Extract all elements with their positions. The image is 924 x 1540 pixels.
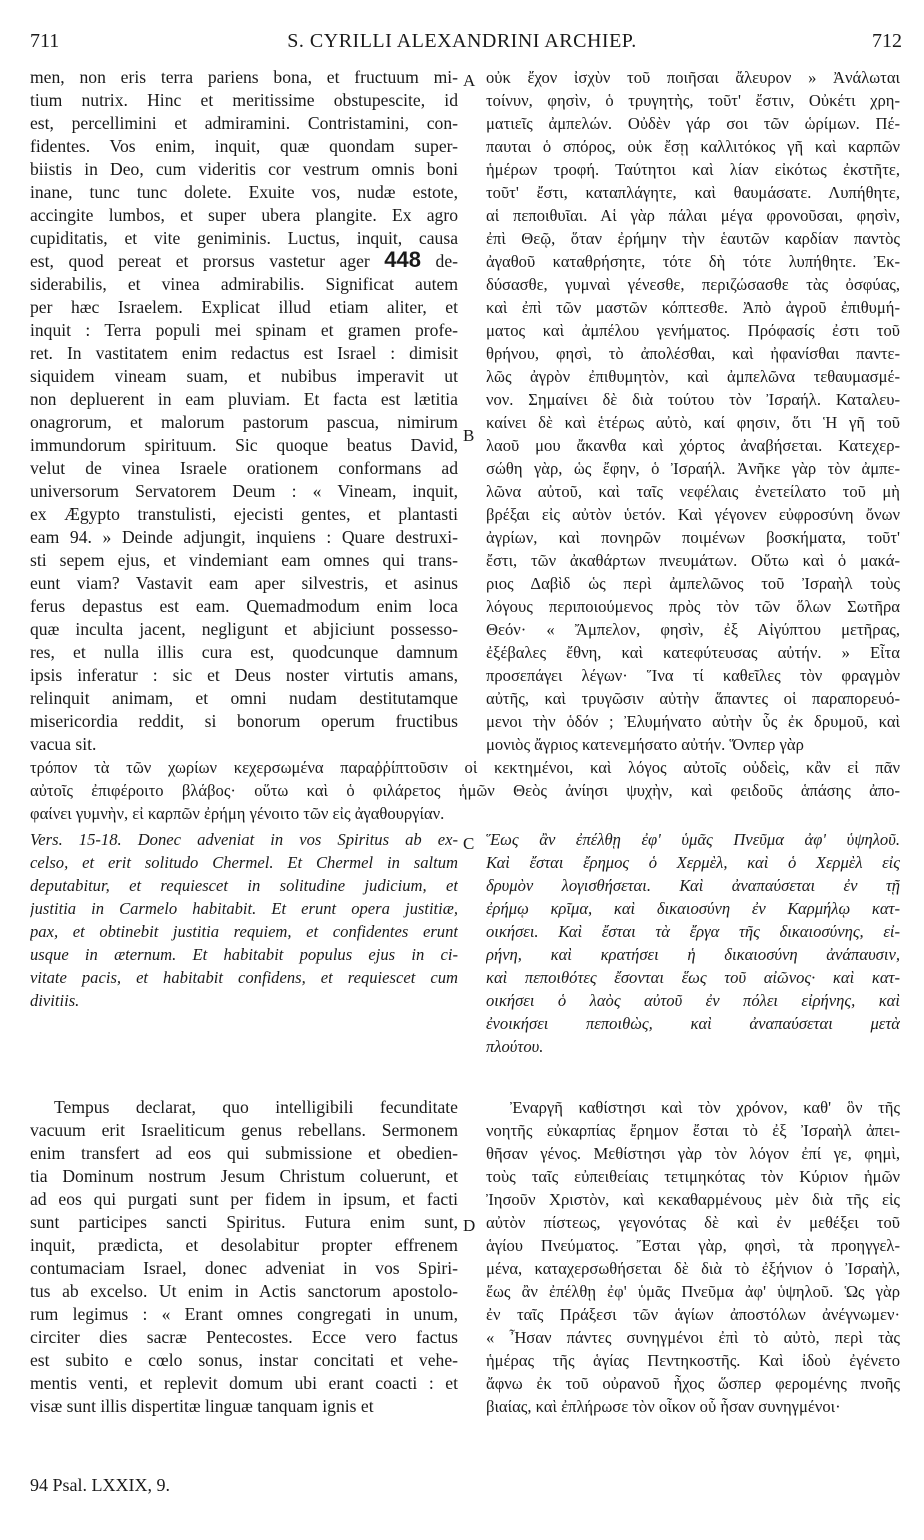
greek-top-line: προσεπάγει λέγων· Ἵνα τί καθεῖλες τὸν φραγμὸν xyxy=(486,666,900,685)
latin-verse-line: celso, et erit solitudo Chermel. Et Chermel in saltum xyxy=(30,853,458,872)
greek-verse-line: ἐρήμῳ κρῖμα, καὶ δικαιοσύνη ἐν Καρμήλῳ κατ- xyxy=(486,899,900,918)
greek-bottom-line: θῆσαν γένος. Μεθίστησι γὰρ τὸν λόγον ἐπί γε, φημὶ, xyxy=(486,1144,900,1163)
greek-top-line: ματιεῖς ἀμπελών. Οὐδὲν γάρ σοι τῶν ὡρίμων. Πέ- xyxy=(486,114,900,133)
latin-top-line: cupiditatis, et vite geniminis. Luctus, inquit, causa xyxy=(30,228,458,248)
greek-top-line: λῶνα αὐτοῦ, καὶ ταῖς νεφέλαις ἐνετείλατο τοῦ μὴ xyxy=(486,482,900,501)
greek-bottom-line: ἡμέρας τῆς ἁγίας Πεντηκοστῆς. Καὶ ἰδοὺ ἐγένετο xyxy=(486,1351,900,1370)
greek-top-line: μονιὸς ἄγριος κατενεμήσατο αὐτήν. Ὅνπερ γὰρ xyxy=(486,735,804,754)
greek-full-width-passage xyxy=(30,756,900,825)
greek-full-width-line: τρόπον τὰ τῶν χωρίων κεχερσωμένα παραῤῥίπτοῦσιν οἱ κεκτημένοι, καὶ λόγος αὐτοῖς οὐδεὶς, κἂν εἰ πᾶν xyxy=(30,758,900,777)
latin-top-line: non depluerent in eam pluviam. Et facta est lætitia xyxy=(30,389,458,409)
greek-top-line: οὐκ ἔχον ἰσχὺν τοῦ ποιῆσαι ἄλευρον » Ἀνάλωται xyxy=(486,68,900,87)
latin-top-line: onagrorum, et malorum pastorum pascua, nimirum xyxy=(30,412,458,432)
column-number: 448 xyxy=(384,250,421,272)
latin-top-line-text: est, quod pereat et prorsus vastetur ager xyxy=(30,251,385,271)
greek-top-line: σώθη γὰρ, ὡς ἔφην, ὁ Ἰσραήλ. Ἀνῆκε γὰρ τὸν ἀμπε- xyxy=(486,459,900,478)
greek-top-line: αἱ πεποιθυῖαι. Αἱ γὰρ πάλαι μέγα φρονοῦσαι, φησὶν, xyxy=(486,206,900,225)
latin-top-line: ipsis inferatur : sic et Deus noster virtutis amans, xyxy=(30,665,458,685)
greek-top-line: καίνει δὲ καὶ ἑτέρως αὐτὸ, καί φησιν, ὅτι Ἡ γῆ τοῦ xyxy=(486,413,900,432)
latin-verse-line: justitia in Carmelo habitabit. Et erunt opera justitiæ, xyxy=(30,899,458,918)
greek-top-line: βρέξαι εἰς αὐτὸν ὑετόν. Καὶ γέγονεν εὐφροσύνη ὄνων xyxy=(486,505,900,524)
running-title: S. CYRILLI ALEXANDRINI ARCHIEP. xyxy=(287,30,637,52)
latin-top-line: res, et nulla illis cura est, quodcunque damnum xyxy=(30,642,458,662)
latin-verse-line: usque in æternum. Et habitabit populus ejus in ci- xyxy=(30,945,458,964)
latin-top-line: ret. In vastitatem enim redactus est Israel : dimisit xyxy=(30,343,458,363)
latin-bottom-line: mentis venti, et replevit domum ubi erant coacti : et xyxy=(30,1373,458,1393)
latin-bottom-line: tus ab excelso. Ut enim in Actis sanctorum apostolo- xyxy=(30,1281,458,1301)
running-header xyxy=(0,30,924,64)
greek-verse-line: καὶ πεποιθότες ἔσονται ἕως τοῦ αἰῶνος· καὶ κατ- xyxy=(486,968,900,987)
greek-top-line: λόγους περιποιούμενος πρὸς τὸν τῶν ὅλων Σωτῆρα xyxy=(486,597,900,616)
latin-verse-line: Vers. 15-18. Donec adveniat in vos Spiritus ab ex- xyxy=(30,830,458,849)
greek-top-line: καὶ ἐπὶ τῶν μαστῶν κόπτεσθε. Ἀπὸ ἀγροῦ ἐπιθυμή- xyxy=(486,298,900,317)
latin-top-line: tium nutrix. Hinc et meritissime obstupescite, id xyxy=(30,90,458,110)
greek-bottom-line: βιαίας, καὶ ἐπλήρωσε τὸν οἶκον οὗ ἦσαν συνηγμένοι· xyxy=(486,1397,841,1416)
greek-top-line: νον. Σημαίνει δὲ διὰ τούτου τὸν Ἰσραήλ. Καταλευ- xyxy=(486,390,900,409)
latin-bottom-line: est subito e cœlo sonus, instar concitati et vehe- xyxy=(30,1350,458,1370)
greek-bottom-line: Ἰησοῦν Χριστὸν, καὶ κεκαθαρμένους μὲν διὰ τῆς εἰς xyxy=(486,1190,900,1209)
latin-top-line-suffix: de- xyxy=(421,251,458,271)
page-number-left: 711 xyxy=(30,30,60,52)
greek-top-line: ματος καὶ ἀμπέλου γενήματος. Πρόφασίς ἐστι τοῦ xyxy=(486,321,900,340)
greek-bottom-line: ἕως ἂν ἐπέλθῃ ἐφ' ὑμᾶς Πνεῦμα ἀφ' ὑψηλοῦ. Ὡς γὰρ xyxy=(486,1282,900,1301)
greek-top-line: ἀγαθοῦ καταθρήσητε, τότε δὴ τότε λυπήθητε. Ἐκ- xyxy=(486,252,900,271)
latin-top-line: biistis in Deo, cum videritis cor vestrum omnis boni xyxy=(30,159,458,179)
greek-full-width-line: αὐτοῖς ἐπιφέροιτο βλάβος· οὕτω καὶ ὁ φιλάρετος ἡμῶν Θεὸς ἀνίησι ψυχὴν, καὶ φειδοῦς ἁπάσης ἀπο- xyxy=(30,781,900,800)
latin-verse-line: pax, et obtinebit justitia requiem, et confidentes erunt xyxy=(30,922,458,941)
margin-marker-d: D xyxy=(463,1216,476,1235)
latin-top-line: ferus depastus est eam. Quemadmodum enim loca xyxy=(30,596,458,616)
greek-top-line: ἀγρίων, καὶ πονηρῶν ποιμένων βοσκήματα, τοῦτ' xyxy=(486,528,900,547)
latin-top-line: quæ inculta jacent, negligunt et abjiciunt possesso- xyxy=(30,619,458,639)
latin-bottom-line: circiter dies sacræ Pentecostes. Ecce vero factus xyxy=(30,1327,458,1347)
greek-top-line: δύσασθε, γυμναὶ γένεσθε, περιζώσασθε τὰς ὀσφύας, xyxy=(486,275,900,294)
page-number-right: 712 xyxy=(872,30,902,52)
latin-bottom-line: Tempus declarat, quo intelligibili fecunditate xyxy=(54,1097,458,1117)
greek-top-line: ἐπὶ Θεῷ, ὅταν ἐρήμην τὴν ἑαυτῶν καρδίαν παντὸς xyxy=(486,229,900,248)
greek-top-line: παυται ὁ σπόρος, οὐκ ἔσῃ καλλιτόκος γῆ καὶ καρπῶν xyxy=(486,137,900,156)
greek-verse-line: Καὶ ἔσται ἔρημος ὁ Χερμὲλ, καὶ ὁ Χερμὲλ εἰς xyxy=(486,853,900,872)
greek-verse-line: πλούτου. xyxy=(486,1037,544,1056)
greek-top-line: ἡμέρων τροφή. Ταύτητοι καὶ λίαν εἰκότως ἐκστῆτε, xyxy=(486,160,900,179)
margin-marker-b: B xyxy=(463,426,475,445)
latin-top-line: immundorum spirituum. Sic quoque beatus David, xyxy=(30,435,458,455)
greek-verse-line: ἐνοικήσει πεποιθὼς, καὶ ἀναπαύσεται μετὰ xyxy=(486,1014,900,1033)
greek-top-line: αὐτῆς, καὶ τρυγῶσιν αὐτὴν ἅπαντες οἱ παραπορευό- xyxy=(486,689,900,708)
latin-top-line: velut de vinea Israele orationem conformans ad xyxy=(30,458,458,478)
greek-bottom-line: Ἐναργῆ καθίστησι καὶ τὸν χρόνον, καθ' ὃν τῆς xyxy=(510,1098,900,1117)
latin-top-line: siderabilis, et vinea admirabilis. Significat autem xyxy=(30,274,458,294)
latin-verse-line: vitate pacis, et habitabit confidens, et requiescet cum xyxy=(30,968,458,987)
latin-bottom-line: ad eos qui purgati sunt per fidem in ipsum, et facti xyxy=(30,1189,458,1209)
greek-verse-line: οικήσει ὁ λαὸς αὐτοῦ ἐν πόλει εἰρήνης, καὶ xyxy=(486,991,900,1010)
greek-bottom-line: ἐν ταῖς Πράξεσι τῶν ἁγίων ἀποστόλων ἀνέγνωμεν· xyxy=(486,1305,900,1324)
latin-top-line xyxy=(30,250,458,273)
latin-top-line: inquit : Terra populi mei spinam et gramen profe- xyxy=(30,320,458,340)
latin-top-line: eunt viam? Vastavit eam aper silvestris, et asinus xyxy=(30,573,458,593)
latin-bottom-line: rum legimus : « Erant omnes congregati in unum, xyxy=(30,1304,458,1324)
latin-bottom-line: inquit, prædicta, et desolabitur propter effrenem xyxy=(30,1235,458,1255)
latin-top-line: fidentes. Vos enim, inquit, quæ quondam super- xyxy=(30,136,458,156)
latin-top-line: ex Ægypto transtulisti, ejecisti gentes, et plantasti xyxy=(30,504,458,524)
greek-full-width-line: φαίνει γυμνὴν, εἰ καρπῶν ἐρήμη γένοιτο τῶν εἰς ἀγαθουργίαν. xyxy=(30,804,445,823)
latin-bottom-line: visæ sunt illis dispertitæ linguæ tanquam ignis et xyxy=(30,1396,374,1416)
greek-verse-block xyxy=(486,828,900,1058)
latin-verse-line: deputabitur, et requiescet in solitudine judicium, et xyxy=(30,876,458,895)
latin-top-line: universorum Servatorem Deum : « Vineam, inquit, xyxy=(30,481,458,501)
latin-top-line: est, percellimini et admiramini. Contristamini, con- xyxy=(30,113,458,133)
latin-column-top xyxy=(30,66,458,756)
greek-top-line: μενοι τὴν ὁδόν ; Ἐλυμήνατο αὐτὴν ὗς ἐκ δρυμοῦ, καὶ xyxy=(486,712,900,731)
latin-top-line: misericordia reddit, si bonorum operum fructibus xyxy=(30,711,458,731)
greek-verse-line: Ἕως ἂν ἐπέλθῃ ἐφ' ὑμᾶς Πνεῦμα ἀφ' ὑψηλοῦ. xyxy=(486,830,900,849)
greek-bottom-line: « Ἦσαν πάντες συνηγμένοι ἐπὶ τὸ αὐτὸ, περὶ τὰς xyxy=(486,1328,900,1347)
greek-top-line: Θεόν· « Ἄμπελον, φησὶν, ἐξ Αἰγύπτου μετῆρας, xyxy=(486,620,900,639)
latin-bottom-line: vacuum erit Israeliticum genus rebellans. Sermonem xyxy=(30,1120,458,1140)
greek-bottom-line: ἄφνω ἐκ τοῦ οὐρανοῦ ἦχος ὥσπερ φερομένης πνοῆς xyxy=(486,1374,900,1393)
latin-bottom-line: sunt participes sancti Spiritus. Futura enim sunt, xyxy=(30,1212,458,1232)
greek-top-line: τοῦτ' ἔστι, καταπλάγητε, καὶ θαυμάσατε. Λυπήθητε, xyxy=(486,183,900,202)
latin-top-line: men, non eris terra pariens bona, et fructuum mi- xyxy=(30,67,458,87)
greek-column-bottom xyxy=(486,1096,900,1418)
greek-top-line: τοίνυν, φησὶν, ὁ τρυγητὴς, τοῦτ' ἔστιν, Οὐκέτι χρη- xyxy=(486,91,900,110)
greek-bottom-line: αὐτὸν πίστεως, γεγονότας δὲ καὶ ἐν μεθέξει τοῦ xyxy=(486,1213,900,1232)
latin-bottom-line: enim transfert ad eos qui submissione et obedien- xyxy=(30,1143,458,1163)
greek-verse-line: ρήνη, καὶ κρατήσει ἡ δικαιοσύνη ἀνάπαυσιν, xyxy=(486,945,900,964)
latin-top-line: relinquit animam, et omni nudam destitutamque xyxy=(30,688,458,708)
latin-top-line: eam 94. » Deinde adjungit, inquiens : Quare destruxi- xyxy=(30,527,458,547)
greek-bottom-line: νοητῆς εὐκαρπίας ἔρημον ἔσται τὸ ἐξ Ἰσραὴλ ἀπει- xyxy=(486,1121,900,1140)
greek-column-top xyxy=(486,66,900,756)
latin-top-line: vacua sit. xyxy=(30,734,97,754)
greek-bottom-line: μένα, καταχερσωθήσεται δὲ διὰ τὸ ἐξήνιον ὁ Ἰσραὴλ, xyxy=(486,1259,900,1278)
greek-top-line: θρήνου, φησὶ, τὸ ἀπολέσθαι, καὶ ἠφανίσθαι παντε- xyxy=(486,344,900,363)
greek-bottom-line: ἁγίου Πνεύματος. Ἔσται γὰρ, φησὶ, τὰ προηγγελ- xyxy=(486,1236,900,1255)
latin-verse-line: divitiis. xyxy=(30,991,80,1010)
margin-marker-a: A xyxy=(463,71,476,90)
latin-column-bottom xyxy=(30,1096,458,1418)
greek-top-line: ριος Δαβὶδ ὡς περὶ ἀμπελῶνος τοῦ Ἰσραὴλ τοὺς xyxy=(486,574,900,593)
greek-top-line: ἔστι, τῶν ἀκαθάρτων πνευμάτων. Οὕτω καὶ ὁ μακά- xyxy=(486,551,900,570)
latin-top-line: inane, tunc tunc dolete. Exuite vos, nudæ estote, xyxy=(30,182,458,202)
greek-verse-line: δρυμὸν λογισθήσεται. Καὶ ἀναπαύσεται ἐν τῇ xyxy=(486,876,900,895)
latin-bottom-line: contumaciam Israel, donec adveniat in vos Spiri- xyxy=(30,1258,458,1278)
latin-top-line: per hæc Israelem. Explicat illud etiam aliter, et xyxy=(30,297,458,317)
latin-top-line: sti sepem ejus, et vindemiant eam omnes qui trans- xyxy=(30,550,458,570)
latin-verse-block xyxy=(30,828,458,1012)
greek-verse-line: οικήσει. Καὶ ἔσται τὰ ἔργα τῆς δικαιοσύνης, εἰ- xyxy=(486,922,900,941)
greek-top-line: ἐξέβαλες ἔθνη, καὶ κατεφύτευσας αὐτήν. » Εἶτα xyxy=(486,643,900,662)
greek-bottom-line: τοὺς ταῖς εὐπειθείαις τετιμηκότας τὸν Κύριον ἡμῶν xyxy=(486,1167,900,1186)
greek-top-line: λαοῦ μου ἄκανθα καὶ χόρτος ἀναβήσεται. Κατεχερ- xyxy=(486,436,900,455)
latin-bottom-line: tia Dominum nostrum Jesum Christum coluerunt, et xyxy=(30,1166,458,1186)
footnote: 94 Psal. LXXIX, 9. xyxy=(30,1475,170,1495)
latin-top-line: accingite lumbos, et super ubera plangite. Ex agro xyxy=(30,205,458,225)
latin-top-line: siquidem vineam suam, et nubibus imperavit ut xyxy=(30,366,458,386)
margin-marker-c: C xyxy=(463,834,475,853)
greek-top-line: λῶς ἀγρὸν ἐπιθυμητὸν, καὶ ἀμπελῶνα τεθαυμασμέ- xyxy=(486,367,900,386)
